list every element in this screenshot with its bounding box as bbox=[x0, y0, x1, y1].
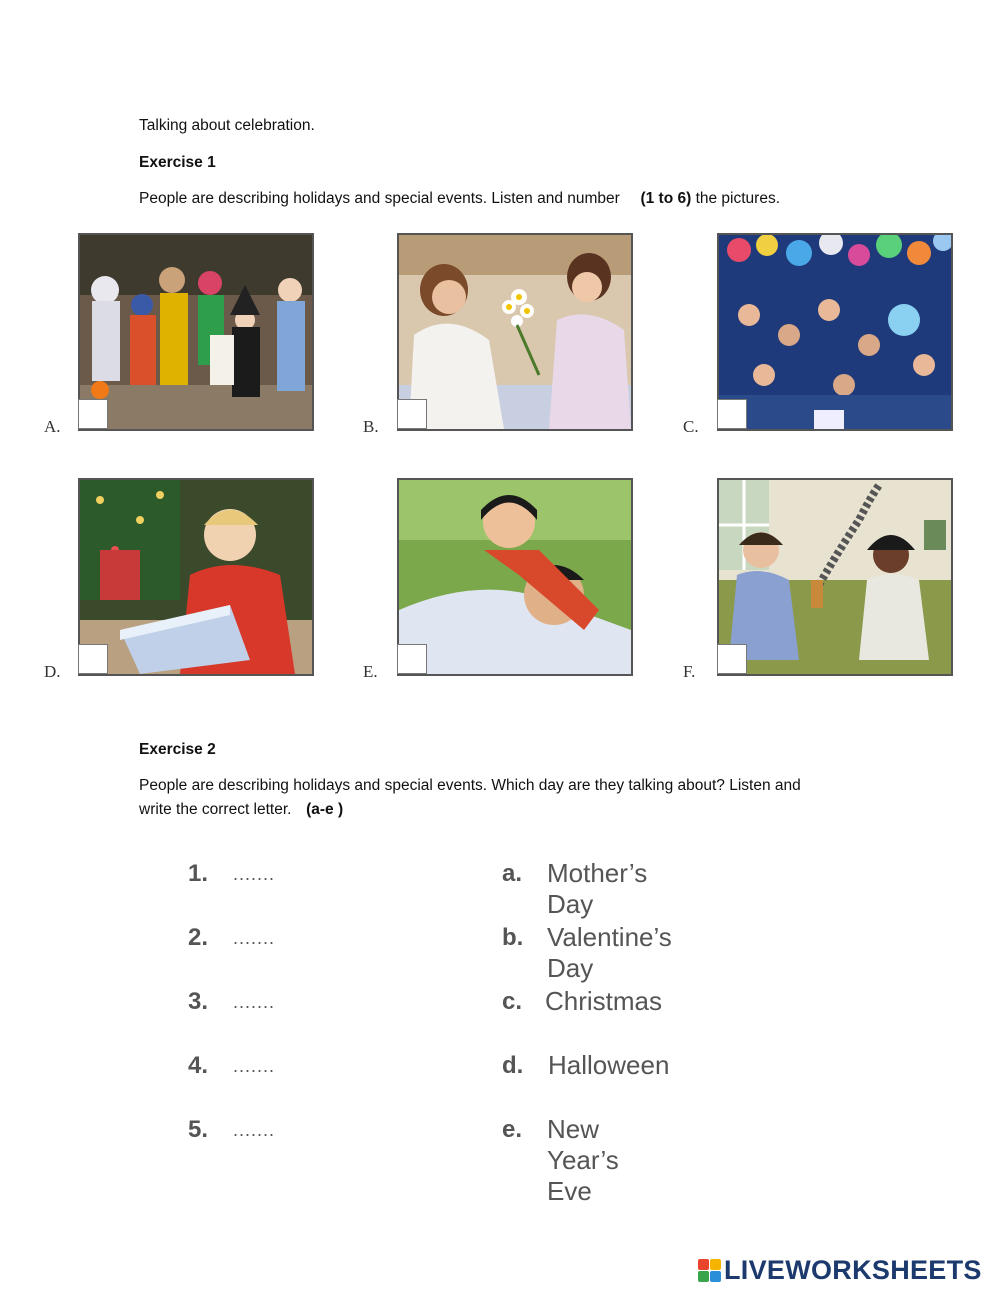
logo-square-1 bbox=[698, 1259, 709, 1270]
answer-blank-5[interactable]: ....... bbox=[233, 1120, 276, 1140]
picture-letter-e: E. bbox=[363, 662, 378, 681]
picture-c bbox=[683, 233, 1000, 438]
logo-square-2 bbox=[710, 1259, 721, 1270]
item-number: 3. bbox=[188, 988, 209, 1015]
exercise-2-range: (a-e ) bbox=[306, 801, 344, 818]
exercise-2-instruction-text: write the correct letter. bbox=[139, 801, 292, 818]
picture-letter-b: B. bbox=[363, 417, 379, 436]
answer-blank-1[interactable]: ....... bbox=[233, 864, 276, 884]
answer-box-e[interactable] bbox=[397, 644, 427, 674]
picture-letter-c: C. bbox=[683, 417, 699, 436]
option-text: Mother’s Day bbox=[547, 858, 648, 919]
item-number: 5. bbox=[188, 1116, 209, 1143]
picture-letter-f: F. bbox=[683, 662, 696, 681]
option-text: Valentine’s Day bbox=[547, 922, 672, 983]
answer-blank-3[interactable]: ....... bbox=[233, 992, 276, 1012]
answer-box-d[interactable] bbox=[78, 644, 108, 674]
halloween-children-costumes-photo bbox=[78, 233, 314, 431]
option-text: Christmas bbox=[545, 986, 663, 1016]
picture-b bbox=[363, 233, 717, 438]
exercise-2-instruction-line-2 bbox=[139, 798, 343, 822]
picture-letter-d: D. bbox=[44, 662, 61, 681]
picture-a bbox=[44, 233, 398, 438]
option-letter: d. bbox=[502, 1052, 524, 1079]
new-year-crowd-balloons-photo bbox=[717, 233, 953, 431]
item-number: 1. bbox=[188, 860, 209, 887]
answer-box-a[interactable] bbox=[78, 399, 108, 429]
exercise-1-instruction-end: the pictures. bbox=[695, 190, 780, 207]
answer-blank-4[interactable]: ....... bbox=[233, 1056, 276, 1076]
answer-blank-2[interactable]: ....... bbox=[233, 928, 276, 948]
answer-box-f[interactable] bbox=[717, 644, 747, 674]
logo-text: LIVEWORKSHEETS bbox=[724, 1254, 982, 1285]
picture-letter-a: A. bbox=[44, 417, 61, 436]
couple-party-popper-photo bbox=[717, 478, 953, 676]
option-letter: a. bbox=[502, 860, 523, 887]
boy-opening-present-photo bbox=[78, 478, 314, 676]
option-text: New Year’s Eve bbox=[547, 1114, 619, 1206]
exercise-1-instruction bbox=[139, 187, 780, 211]
answer-box-c[interactable] bbox=[717, 399, 747, 429]
father-child-piggyback-photo bbox=[397, 478, 633, 676]
item-number: 2. bbox=[188, 924, 209, 951]
picture-f bbox=[683, 478, 1000, 683]
exercise-2-instruction-line-1: People are describing holidays and special events. Which day are they talking about? Listen and bbox=[139, 777, 801, 794]
page-heading: Talking about celebration. bbox=[139, 117, 315, 134]
answer-box-b[interactable] bbox=[397, 399, 427, 429]
picture-e bbox=[363, 478, 717, 683]
logo-square-3 bbox=[698, 1271, 709, 1282]
exercise-1-range: (1 to 6) bbox=[640, 190, 692, 207]
exercise-1-title: Exercise 1 bbox=[139, 154, 216, 171]
item-number: 4. bbox=[188, 1052, 209, 1079]
liveworksheets-logo-icon bbox=[698, 1259, 721, 1282]
mother-daughter-flowers-photo bbox=[397, 233, 633, 431]
option-letter: b. bbox=[502, 924, 524, 951]
option-letter: c. bbox=[502, 988, 523, 1015]
option-letter: e. bbox=[502, 1116, 523, 1143]
exercise-2-title: Exercise 2 bbox=[139, 741, 216, 758]
option-text: Halloween bbox=[548, 1050, 670, 1080]
picture-d bbox=[44, 478, 398, 683]
liveworksheets-logo bbox=[698, 1255, 982, 1285]
logo-square-4 bbox=[710, 1271, 721, 1282]
exercise-1-instruction-text: People are describing holidays and special events. Listen and number bbox=[139, 190, 620, 207]
